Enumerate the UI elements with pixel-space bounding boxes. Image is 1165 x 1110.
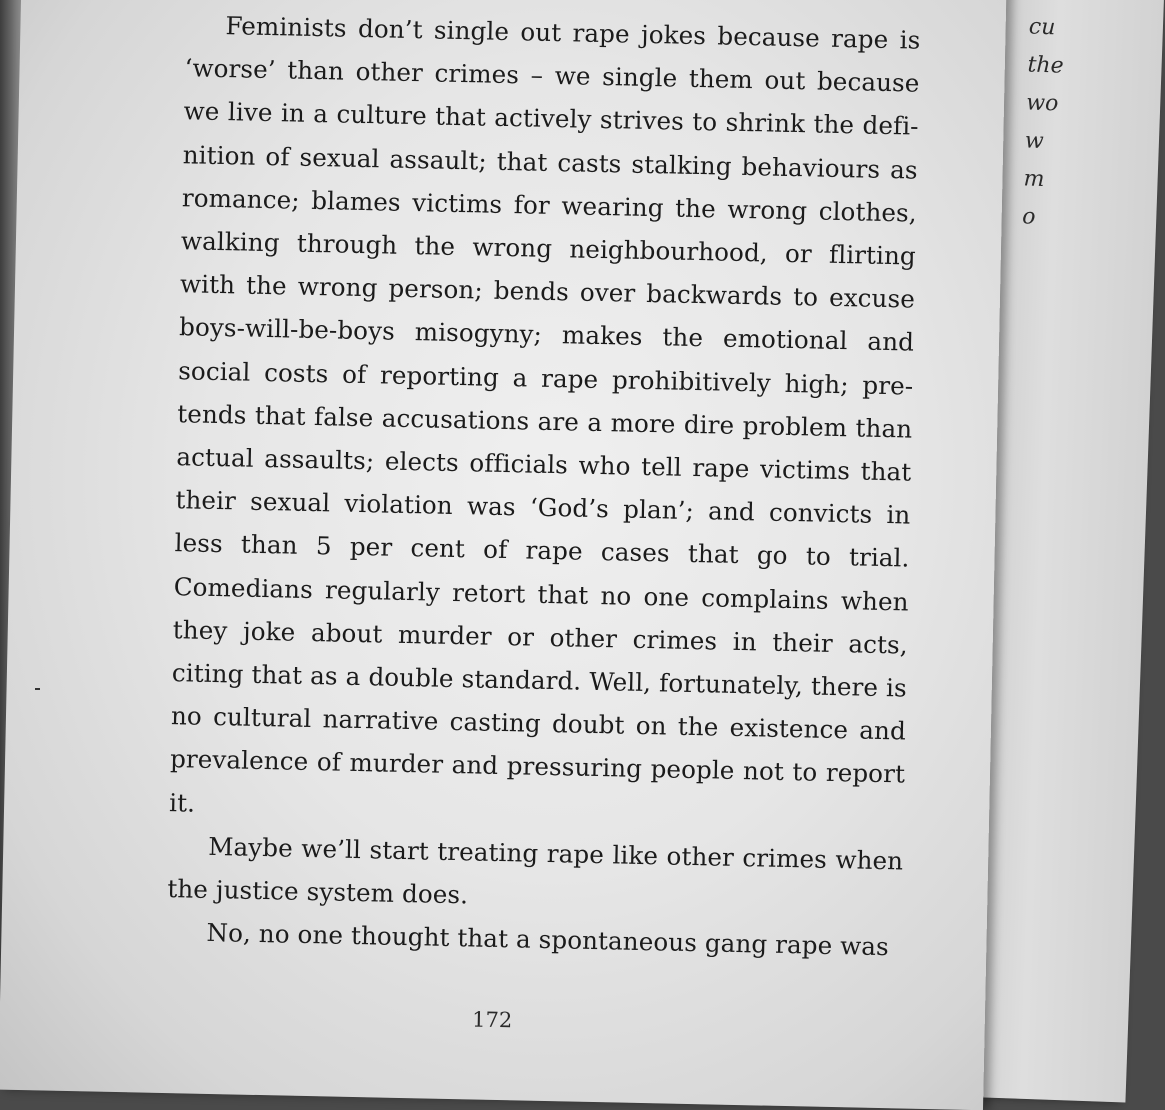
fragment-text: wo <box>1025 90 1059 117</box>
fragment-text: o <box>1021 204 1036 230</box>
dust-speck <box>35 688 40 690</box>
facing-page-text-fragments <box>1022 8 1150 240</box>
paragraph-1: Feminists don’t single out rape jokes because rape is ‘worse’ than other crimes – we single them out because we live in a culture that actively strives to shrink the definition of sexual assault; that casts stalking behaviours as romance; blames victims for wearing the wrong clothes, walking through the wrong neighbourhood, or flirting with the wrong person; bends over backwards to excuse boys-will-be-boys misogyny; makes the emotional and social costs of reporting a rape prohibitively high; pretends that false accusations are a more dire problem than actual assaults; elects officials who tell rape victims that their sexual violation was ‘God’s plan’; and convicts in less than 5 per cent of rape cases that go to trial. Comedians regularly retort that no one complains when they joke about murder or other crimes in their acts, citing that as a double standard. Well, fortunately, there is no cultural narrative casting doubt on the existence and prevalence of murder and pressuring people not to report it. <box>168 11 921 818</box>
fragment-text: cu <box>1028 14 1056 41</box>
body-text <box>166 3 921 969</box>
paragraph-3: No, no one thought that a spontaneous gang rape was <box>206 918 890 962</box>
page-number: 172 <box>471 1007 513 1033</box>
paragraph-2: Maybe we’ll start treating rape like other crimes when the justice system does. <box>167 831 904 910</box>
fragment-text: the <box>1027 52 1065 79</box>
fragment-text: m <box>1023 166 1045 193</box>
fragment-text: w <box>1024 128 1045 155</box>
